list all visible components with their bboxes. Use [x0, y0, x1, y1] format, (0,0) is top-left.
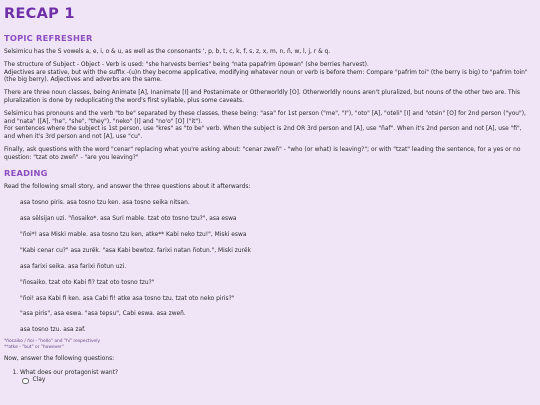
refresher-paragraph-2: The structure of Subject - Object - Verb is used: "she harvests berries" being "nata papafrim ūpowan" (she berries harvest).	[4, 62, 369, 69]
refresher-paragraph-7: Finally, ask questions with the word "cenar" replacing what you're asking about: "cenar zweñ" - "who (or what) is leaving?"; or with "tzat" leading the sentence, for a yes or no question: "tzat oto zweñ" - "are you leaving?"	[4, 146, 521, 161]
story-line: "ñoi*! asa Miski mable. asa tosno tzu ken, atke** Kabi neko tzu!", Miski eswa	[20, 232, 247, 238]
footnote-atke: **atke - "but" or "however"	[4, 344, 64, 350]
question-1-option-1[interactable]	[22, 377, 534, 384]
story-line: asa farixi seika. asa farixi ñotun uzi.	[20, 263, 127, 270]
refresher-paragraph-6: For sentences where the subject is 1st person, use "kres" as "to be" verb. When the subject is 2nd OR 3rd person and [A], use "ñaf". When it's 2nd person and not [A], use "fi", and when it's 3rd person and not [A], use "cu".	[4, 126, 522, 140]
story-line: "Kabi cenar cu?" asa zurëk. "asa Kabi bewtoz. farixi natan ñotun.", Miski zurëk	[20, 247, 251, 254]
refresher-paragraph-3: Adjectives are stative, but with the suffix -(u)n they become applicative, modifying whatever noun or verb is before them: Compare "pafrim toi" (the berry is big) to "pafrim toin" (the big berry). Adjectives and adverbs are the same.	[4, 69, 528, 84]
footnotes	[4, 339, 534, 350]
radio-icon[interactable]	[22, 378, 29, 385]
question-1-text: What does our protagonist want?	[20, 369, 119, 376]
story-line: asa tosno piris. asa tosno tzu ken. asa tosno seika nitsan.	[20, 200, 190, 207]
questions-intro: Now, answer the following questions:	[4, 356, 115, 363]
refresher-paragraph-4: There are three noun classes, being Animate [A], Inanimate [I] and Postanimate or Otherworldly [O]. Otherworldly nouns aren't pluralized, but nouns of the other two are. This pluralization is done by reduplicating the word's first syllable, plus some caveats.	[4, 90, 520, 104]
story-line: "asa piris", asa eswa. "asa tepsu", Cabi eswa. asa zweñ.	[20, 311, 186, 318]
footnote-greetings: *ñosaiko / ñoi - "hello" and "hi" respectively	[4, 338, 101, 344]
option-label: Clay	[32, 377, 46, 384]
story-line: "ñosaiko. tzat oto Kabi fi? tzat oto tosno tzu?"	[20, 279, 155, 286]
questions-list	[4, 370, 534, 385]
page-title: RECAP 1	[4, 6, 75, 22]
question-1	[20, 370, 534, 385]
story-block	[20, 200, 534, 335]
refresher-paragraph-5: Selsimicu has pronouns and the verb "to be" separated by these classes, these being: "asa" for 1st person ("me", "I"), "oto" [A], "oteli" [I] and "otsin" [O] for 2nd person ("you"), and "nata" ([A], "he", "she", "they"), "neko" [I] and "no'o" [O] ("it").	[4, 111, 526, 125]
reading-intro: Read the following small story, and answer the three questions about it afterwards:	[4, 183, 251, 190]
story-line: asa sëlsijan uzi. "ñosaiko*. asa Suri mable. tzat oto tosno tzu?", asa eswa	[20, 216, 237, 223]
refresher-paragraph-1: Selsimicu has the S vowels a, e, i, o & u, as well as the consonants ', p, b, t, c, k, f, s, z, x, m, n, ñ, w, l, j, r & q.	[4, 49, 331, 55]
reading-heading: READING	[4, 167, 48, 178]
story-line: asa tosno tzu. asa zaf.	[20, 327, 86, 334]
story-line: "ñoi! asa Kabi fi ken. asa Cabi fi! atke asa tosno tzu. tzat oto neko piris?"	[20, 295, 235, 302]
topic-refresher-heading: TOPIC REFRESHER	[4, 33, 93, 43]
